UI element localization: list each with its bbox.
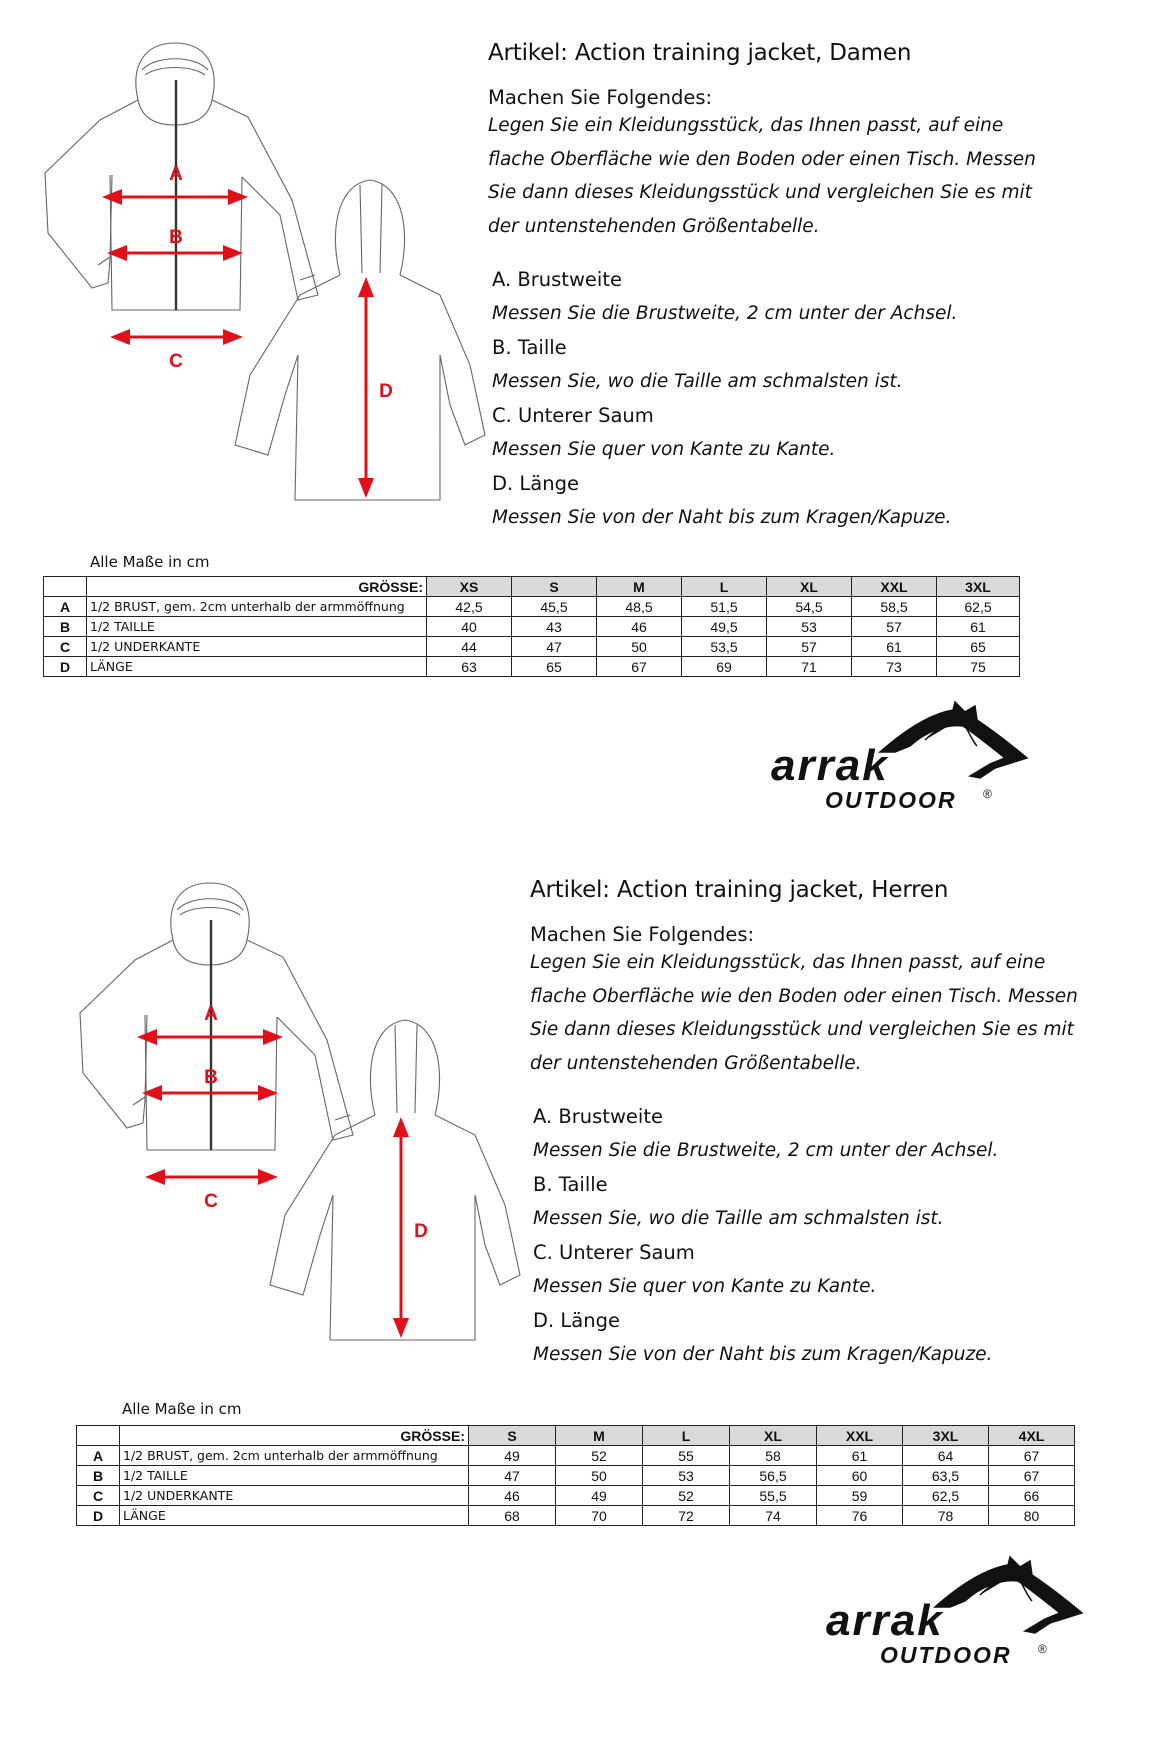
cell-value: 55 [643, 1446, 730, 1466]
measurement-description: Messen Sie von der Naht bis zum Kragen/Kapuze. [492, 507, 952, 528]
cell-value: 50 [597, 637, 682, 657]
cell-value: 64 [903, 1446, 989, 1466]
size-table [76, 1425, 1075, 1526]
cell-value: 65 [937, 637, 1020, 657]
row-label: LÄNGE [120, 1506, 469, 1526]
label-b: B [204, 1067, 218, 1088]
instructions-line: Legen Sie ein Kleidungsstück, das Ihnen passt, auf eine [530, 952, 1046, 973]
cell-value: 67 [989, 1446, 1075, 1466]
size-header: L [643, 1426, 730, 1446]
article-title: Artikel: Action training jacket, Damen [488, 40, 912, 66]
size-header: M [597, 577, 682, 597]
row-label: 1/2 BRUST, gem. 2cm unterhalb der armmöffnung [120, 1446, 469, 1466]
measurement-heading: D. Länge [492, 472, 579, 495]
label-c: C [169, 351, 183, 372]
cell-value: 72 [643, 1506, 730, 1526]
cell-value: 76 [817, 1506, 903, 1526]
cell-value: 46 [469, 1486, 556, 1506]
cell-value: 47 [512, 637, 597, 657]
info-panel [488, 40, 1036, 535]
row-label: 1/2 UNDERKANTE [120, 1486, 469, 1506]
cell-value: 48,5 [597, 597, 682, 617]
size-header-row [44, 577, 1020, 597]
cell-value: 53 [643, 1466, 730, 1486]
cell-value: 58 [730, 1446, 817, 1466]
size-header: XXL [817, 1426, 903, 1446]
row-key: B [44, 617, 87, 637]
measure-arrows [137, 1029, 409, 1338]
jacket-diagram [65, 865, 525, 1345]
cell-value: 52 [556, 1446, 643, 1466]
label-d: D [414, 1221, 428, 1242]
measurement-description: Messen Sie von der Naht bis zum Kragen/Kapuze. [533, 1344, 993, 1365]
size-header: M [556, 1426, 643, 1446]
size-table [43, 576, 1020, 677]
article-title: Artikel: Action training jacket, Herren [530, 877, 949, 903]
logo-registered: ® [983, 787, 992, 801]
measure-arrows [102, 189, 374, 498]
size-header: XL [767, 577, 852, 597]
cell-value: 74 [730, 1506, 817, 1526]
cell-value: 56,5 [730, 1466, 817, 1486]
row-label: LÄNGE [87, 657, 427, 677]
cell-value: 53 [767, 617, 852, 637]
instructions-line: Legen Sie ein Kleidungsstück, das Ihnen passt, auf eine [488, 115, 1004, 136]
instructions-heading: Machen Sie Folgendes: [530, 923, 755, 946]
table-row [77, 1446, 1075, 1466]
measurement-heading: D. Länge [533, 1309, 620, 1332]
cell-value: 61 [817, 1446, 903, 1466]
cell-value: 49 [556, 1486, 643, 1506]
cell-value: 40 [427, 617, 512, 637]
size-header: 4XL [989, 1426, 1075, 1446]
cell-value: 47 [469, 1466, 556, 1486]
cell-value: 53,5 [682, 637, 767, 657]
measurement-heading: B. Taille [492, 336, 567, 359]
table-row [44, 657, 1020, 677]
cell-value: 44 [427, 637, 512, 657]
cell-value: 52 [643, 1486, 730, 1506]
size-label: GRÖSSE: [87, 577, 427, 597]
cell-value: 59 [817, 1486, 903, 1506]
size-header: L [682, 577, 767, 597]
instructions-line: flache Oberfläche wie den Boden oder einen Tisch. Messen [488, 148, 1036, 170]
measurement-description: Messen Sie die Brustweite, 2 cm unter der Achsel. [492, 303, 958, 324]
size-header: S [469, 1426, 556, 1446]
measurement-heading: A. Brustweite [492, 268, 622, 291]
cell-value: 73 [852, 657, 937, 677]
size-header: XL [730, 1426, 817, 1446]
measurement-description: Messen Sie die Brustweite, 2 cm unter der Achsel. [533, 1140, 999, 1161]
cell-value: 58,5 [852, 597, 937, 617]
label-b: B [169, 227, 183, 248]
cell-value: 68 [469, 1506, 556, 1526]
label-d: D [379, 381, 393, 402]
table-row [44, 597, 1020, 617]
measurement-heading: C. Unterer Saum [533, 1241, 695, 1264]
cell-value: 46 [597, 617, 682, 637]
cell-value: 80 [989, 1506, 1075, 1526]
cell-value: 71 [767, 657, 852, 677]
measurement-description: Messen Sie quer von Kante zu Kante. [492, 439, 836, 460]
cell-value: 75 [937, 657, 1020, 677]
measurement-heading: A. Brustweite [533, 1105, 663, 1128]
row-label: 1/2 TAILLE [87, 617, 427, 637]
cell-value: 66 [989, 1486, 1075, 1506]
table-row [44, 637, 1020, 657]
instructions-line: Sie dann dieses Kleidungsstück und vergleichen Sie es mit [488, 182, 1032, 203]
jacket-back-outline [270, 1020, 520, 1340]
cell-value: 49 [469, 1446, 556, 1466]
row-key: B [77, 1466, 120, 1486]
logo-sub: OUTDOOR [825, 787, 957, 813]
brand-logo [765, 700, 1045, 820]
unit-note: Alle Maße in cm [90, 553, 210, 571]
row-key: A [44, 597, 87, 617]
size-header: S [512, 577, 597, 597]
label-c: C [204, 1191, 218, 1212]
cell-value: 78 [903, 1506, 989, 1526]
row-key: A [77, 1446, 120, 1466]
cell-value: 54,5 [767, 597, 852, 617]
row-key: D [77, 1506, 120, 1526]
size-header: XS [427, 577, 512, 597]
size-label: GRÖSSE: [120, 1426, 469, 1446]
cell-value: 50 [556, 1466, 643, 1486]
measurement-heading: B. Taille [533, 1173, 608, 1196]
wolf-head-icon [935, 1557, 1082, 1633]
brand-logo [820, 1555, 1100, 1675]
cell-value: 60 [817, 1466, 903, 1486]
row-key: D [44, 657, 87, 677]
cell-value: 57 [852, 617, 937, 637]
cell-value: 45,5 [512, 597, 597, 617]
cell-value: 70 [556, 1506, 643, 1526]
cell-value: 51,5 [682, 597, 767, 617]
cell-value: 62,5 [937, 597, 1020, 617]
row-label: 1/2 UNDERKANTE [87, 637, 427, 657]
cell-value: 42,5 [427, 597, 512, 617]
measurement-list [533, 1100, 1078, 1372]
cell-value: 49,5 [682, 617, 767, 637]
cell-value: 43 [512, 617, 597, 637]
row-key: C [44, 637, 87, 657]
measurement-list [492, 263, 1036, 535]
section-herren [0, 845, 1153, 1745]
info-panel [530, 877, 1078, 1372]
table-row [77, 1506, 1075, 1526]
label-a: A [204, 1004, 218, 1025]
cell-value: 67 [597, 657, 682, 677]
cell-value: 57 [767, 637, 852, 657]
table-row [77, 1486, 1075, 1506]
label-a: A [169, 164, 183, 185]
cell-value: 55,5 [730, 1486, 817, 1506]
cell-value: 69 [682, 657, 767, 677]
row-label: 1/2 TAILLE [120, 1466, 469, 1486]
instructions-line: der untenstehenden Größentabelle. [530, 1052, 862, 1074]
jacket-diagram [30, 25, 490, 505]
cell-value: 67 [989, 1466, 1075, 1486]
logo-brand: arrak [826, 1596, 944, 1645]
logo-brand: arrak [771, 741, 889, 790]
logo-registered: ® [1038, 1642, 1047, 1656]
cell-value: 61 [937, 617, 1020, 637]
instructions-line: der untenstehenden Größentabelle. [488, 215, 820, 237]
wolf-head-icon [880, 702, 1027, 778]
table-row [77, 1466, 1075, 1486]
row-label: 1/2 BRUST, gem. 2cm unterhalb der armmöffnung [87, 597, 427, 617]
cell-value: 63,5 [903, 1466, 989, 1486]
cell-value: 62,5 [903, 1486, 989, 1506]
measurement-heading: C. Unterer Saum [492, 404, 654, 427]
logo-sub: OUTDOOR [880, 1642, 1012, 1668]
jacket-back-outline [235, 180, 485, 500]
measurement-description: Messen Sie quer von Kante zu Kante. [533, 1276, 877, 1297]
instructions-line: Sie dann dieses Kleidungsstück und vergleichen Sie es mit [530, 1019, 1074, 1040]
table-row [44, 617, 1020, 637]
row-key: C [77, 1486, 120, 1506]
section-damen [0, 0, 1153, 840]
instructions-line: flache Oberfläche wie den Boden oder einen Tisch. Messen [530, 985, 1078, 1007]
cell-value: 61 [852, 637, 937, 657]
size-header: XXL [852, 577, 937, 597]
size-header: 3XL [937, 577, 1020, 597]
cell-value: 63 [427, 657, 512, 677]
cell-value: 65 [512, 657, 597, 677]
unit-note: Alle Maße in cm [122, 1400, 242, 1418]
measurement-description: Messen Sie, wo die Taille am schmalsten ist. [533, 1208, 944, 1229]
measurement-description: Messen Sie, wo die Taille am schmalsten ist. [492, 371, 903, 392]
size-header: 3XL [903, 1426, 989, 1446]
instructions-heading: Machen Sie Folgendes: [488, 86, 713, 109]
size-header-row [77, 1426, 1075, 1446]
